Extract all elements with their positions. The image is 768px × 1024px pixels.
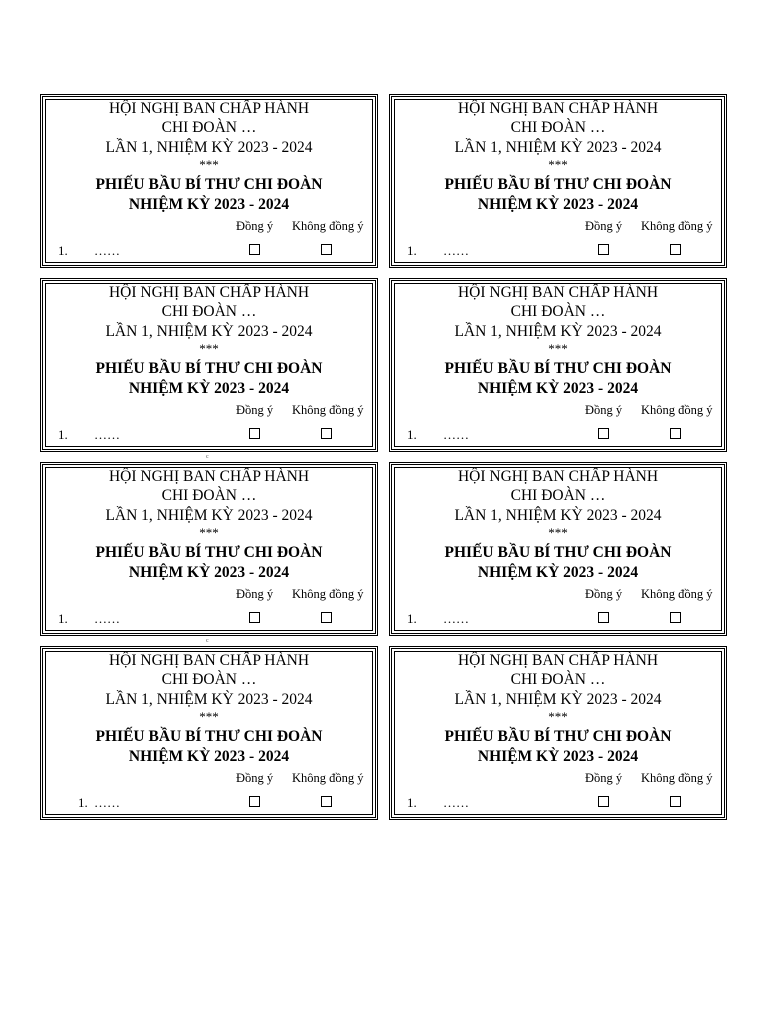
agree-checkbox[interactable]: [249, 612, 260, 623]
agree-checkbox[interactable]: [598, 612, 609, 623]
disagree-checkbox[interactable]: [670, 612, 681, 623]
separator-stars: ***: [199, 709, 219, 724]
agree-column-header: Đồng ý: [585, 219, 623, 233]
ballot-title: PHIẾU BẦU BÍ THƯ CHI ĐOÀN: [444, 728, 672, 745]
ballot-title: PHIẾU BẦU BÍ THƯ CHI ĐOÀN: [444, 176, 672, 193]
ballot-title: PHIẾU BẦU BÍ THƯ CHI ĐOÀN: [444, 544, 672, 561]
ballot-term: NHIỆM KỲ 2023 - 2024: [128, 564, 290, 581]
ballot-term: NHIỆM KỲ 2023 - 2024: [128, 380, 290, 397]
conference-heading: HỘI NGHỊ BAN CHẤP HÀNH: [108, 284, 310, 301]
candidate-number: 1.: [78, 795, 88, 810]
candidate-name-blank: ……: [443, 427, 469, 442]
session-term: LẦN 1, NHIỆM KỲ 2023 - 2024: [454, 323, 662, 340]
ballot-term: NHIỆM KỲ 2023 - 2024: [477, 748, 639, 765]
ballot-inner-frame: [45, 283, 373, 447]
ballot-card-7: [40, 646, 378, 820]
conference-heading: HỘI NGHỊ BAN CHẤP HÀNH: [457, 100, 659, 117]
ballot-card-2: [389, 94, 727, 268]
disagree-column-header: Không đồng ý: [641, 403, 713, 417]
candidate-name-blank: ……: [94, 427, 120, 442]
candidate-number: 1.: [58, 427, 68, 442]
ballot-term: NHIỆM KỲ 2023 - 2024: [128, 196, 290, 213]
ballot-title: PHIẾU BẦU BÍ THƯ CHI ĐOÀN: [95, 728, 323, 745]
conference-heading: HỘI NGHỊ BAN CHẤP HÀNH: [457, 468, 659, 485]
ballot-card-3: [40, 278, 378, 452]
disagree-column-header: Không đồng ý: [292, 587, 364, 601]
ballot-term: NHIỆM KỲ 2023 - 2024: [477, 380, 639, 397]
candidate-name-blank: ……: [94, 611, 120, 626]
agree-column-header: Đồng ý: [585, 587, 623, 601]
conference-heading: HỘI NGHỊ BAN CHẤP HÀNH: [108, 652, 310, 669]
ballot-title: PHIẾU BẦU BÍ THƯ CHI ĐOÀN: [95, 544, 323, 561]
branch-name: CHI ĐOÀN …: [510, 119, 606, 136]
session-term: LẦN 1, NHIỆM KỲ 2023 - 2024: [454, 691, 662, 708]
agree-column-header: Đồng ý: [236, 587, 274, 601]
candidate-name-blank: ……: [94, 243, 120, 258]
ballot-card-8: [389, 646, 727, 820]
conference-heading: HỘI NGHỊ BAN CHẤP HÀNH: [108, 468, 310, 485]
agree-column-header: Đồng ý: [236, 771, 274, 785]
agree-checkbox[interactable]: [249, 796, 260, 807]
ballot-inner-frame: [45, 651, 373, 815]
ballot-card-5: [40, 462, 378, 636]
disagree-checkbox[interactable]: [321, 796, 332, 807]
disagree-checkbox[interactable]: [670, 796, 681, 807]
separator-stars: ***: [548, 525, 568, 540]
disagree-column-header: Không đồng ý: [292, 219, 364, 233]
ballot-inner-frame: [394, 467, 722, 631]
agree-checkbox[interactable]: [249, 428, 260, 439]
ballot-card-6: [389, 462, 727, 636]
candidate-number: 1.: [407, 243, 417, 258]
ballot-title: PHIẾU BẦU BÍ THƯ CHI ĐOÀN: [444, 360, 672, 377]
agree-checkbox[interactable]: [598, 244, 609, 255]
branch-name: CHI ĐOÀN …: [161, 119, 257, 136]
ballot-term: NHIỆM KỲ 2023 - 2024: [477, 196, 639, 213]
agree-column-header: Đồng ý: [236, 403, 274, 417]
agree-column-header: Đồng ý: [585, 771, 623, 785]
separator-stars: ***: [199, 157, 219, 172]
ballot-title: PHIẾU BẦU BÍ THƯ CHI ĐOÀN: [95, 176, 323, 193]
ballot-term: NHIỆM KỲ 2023 - 2024: [477, 564, 639, 581]
disagree-checkbox[interactable]: [670, 428, 681, 439]
candidate-number: 1.: [407, 795, 417, 810]
disagree-column-header: Không đồng ý: [292, 403, 364, 417]
candidate-name-blank: ……: [443, 243, 469, 258]
disagree-column-header: Không đồng ý: [641, 219, 713, 233]
ballot-inner-frame: [394, 283, 722, 447]
candidate-name-blank: ……: [443, 611, 469, 626]
separator-stars: ***: [548, 157, 568, 172]
branch-name: CHI ĐOÀN …: [510, 487, 606, 504]
ballot-card-4: [389, 278, 727, 452]
ballot-inner-frame: [45, 99, 373, 263]
branch-name: CHI ĐOÀN …: [161, 671, 257, 688]
session-term: LẦN 1, NHIỆM KỲ 2023 - 2024: [454, 507, 662, 524]
agree-column-header: Đồng ý: [585, 403, 623, 417]
small-mark: c: [206, 638, 209, 644]
disagree-checkbox[interactable]: [321, 244, 332, 255]
session-term: LẦN 1, NHIỆM KỲ 2023 - 2024: [454, 139, 662, 156]
branch-name: CHI ĐOÀN …: [510, 303, 606, 320]
separator-stars: ***: [199, 525, 219, 540]
candidate-number: 1.: [58, 611, 68, 626]
agree-checkbox[interactable]: [598, 796, 609, 807]
session-term: LẦN 1, NHIỆM KỲ 2023 - 2024: [105, 691, 313, 708]
agree-column-header: Đồng ý: [236, 219, 274, 233]
disagree-column-header: Không đồng ý: [641, 771, 713, 785]
candidate-number: 1.: [407, 427, 417, 442]
conference-heading: HỘI NGHỊ BAN CHẤP HÀNH: [457, 284, 659, 301]
separator-stars: ***: [199, 341, 219, 356]
ballot-inner-frame: [45, 467, 373, 631]
candidate-name-blank: ……: [94, 795, 120, 810]
branch-name: CHI ĐOÀN …: [510, 671, 606, 688]
ballot-card-1: [40, 94, 378, 268]
separator-stars: ***: [548, 709, 568, 724]
candidate-name-blank: ……: [443, 795, 469, 810]
disagree-checkbox[interactable]: [670, 244, 681, 255]
disagree-checkbox[interactable]: [321, 428, 332, 439]
agree-checkbox[interactable]: [598, 428, 609, 439]
conference-heading: HỘI NGHỊ BAN CHẤP HÀNH: [108, 100, 310, 117]
session-term: LẦN 1, NHIỆM KỲ 2023 - 2024: [105, 139, 313, 156]
ballot-inner-frame: [394, 99, 722, 263]
ballot-title: PHIẾU BẦU BÍ THƯ CHI ĐOÀN: [95, 360, 323, 377]
disagree-column-header: Không đồng ý: [641, 587, 713, 601]
agree-checkbox[interactable]: [249, 244, 260, 255]
disagree-column-header: Không đồng ý: [292, 771, 364, 785]
conference-heading: HỘI NGHỊ BAN CHẤP HÀNH: [457, 652, 659, 669]
session-term: LẦN 1, NHIỆM KỲ 2023 - 2024: [105, 323, 313, 340]
small-mark: c: [206, 454, 209, 460]
ballot-term: NHIỆM KỲ 2023 - 2024: [128, 748, 290, 765]
session-term: LẦN 1, NHIỆM KỲ 2023 - 2024: [105, 507, 313, 524]
candidate-number: 1.: [58, 243, 68, 258]
branch-name: CHI ĐOÀN …: [161, 303, 257, 320]
separator-stars: ***: [548, 341, 568, 356]
disagree-checkbox[interactable]: [321, 612, 332, 623]
ballot-inner-frame: [394, 651, 722, 815]
candidate-number: 1.: [407, 611, 417, 626]
branch-name: CHI ĐOÀN …: [161, 487, 257, 504]
